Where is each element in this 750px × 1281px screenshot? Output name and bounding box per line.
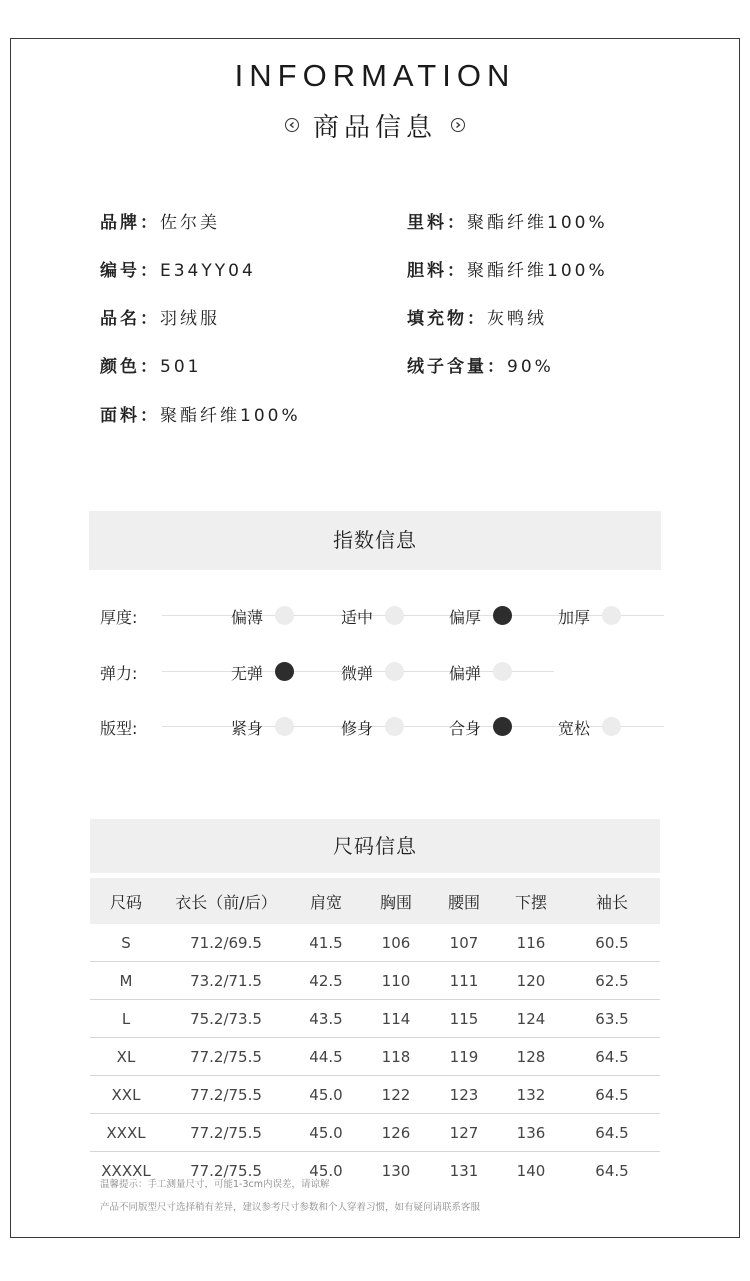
attr-value: E34YY04	[160, 261, 256, 281]
attr-key: 绒子含量：	[407, 357, 507, 377]
attr-lining	[407, 208, 608, 233]
index-dot	[275, 606, 294, 625]
attr-key: 胆料：	[407, 261, 467, 281]
page-subtitle: 商品信息	[312, 112, 437, 143]
index-row-thickness	[0, 601, 750, 631]
index-dot	[493, 662, 512, 681]
table-cell: 131	[449, 1161, 479, 1180]
table-cell: 115	[430, 1000, 498, 1038]
index-dot	[385, 662, 404, 681]
attr-key: 品名：	[100, 309, 160, 329]
attr-value: 聚酯纤维100%	[160, 406, 301, 426]
subtitle-row	[0, 106, 750, 144]
table-cell: 124	[498, 1000, 564, 1038]
index-dot	[385, 606, 404, 625]
attr-value: 灰鸭绒	[487, 309, 547, 329]
attr-value: 羽绒服	[160, 309, 220, 329]
attr-key: 品牌：	[100, 213, 160, 233]
table-cell: 132	[498, 1076, 564, 1114]
table-cell: 62.5	[564, 962, 660, 1000]
index-dot	[602, 606, 621, 625]
table-cell: 136	[498, 1114, 564, 1152]
index-option: 偏厚	[449, 608, 482, 627]
index-row-elasticity	[0, 657, 750, 687]
table-cell: 73.2/71.5	[162, 962, 290, 1000]
attr-key: 填充物：	[407, 309, 487, 329]
index-dot	[602, 717, 621, 736]
index-option: 微弹	[341, 664, 374, 683]
table-row	[90, 1000, 660, 1038]
table-cell: 118	[362, 1038, 430, 1076]
attr-value: 聚酯纤维100%	[467, 261, 608, 281]
table-cell: XXXXL	[101, 1161, 151, 1180]
attr-item-number	[100, 256, 256, 281]
index-dot	[275, 662, 294, 681]
table-cell: XXXL	[90, 1114, 162, 1152]
index-dot	[275, 717, 294, 736]
table-cell: 44.5	[290, 1038, 362, 1076]
index-section-title: 指数信息	[333, 528, 417, 552]
table-cell: 64.5	[595, 1161, 629, 1180]
table-cell: 114	[362, 1000, 430, 1038]
table-cell: L	[90, 1000, 162, 1038]
table-cell: 45.0	[309, 1161, 343, 1180]
index-option: 适中	[341, 608, 374, 627]
table-row	[90, 1076, 660, 1114]
column-header: 下摆	[498, 878, 564, 924]
table-row	[90, 1114, 660, 1152]
table-row	[90, 924, 660, 962]
table-cell: 77.2/75.5	[162, 1076, 290, 1114]
index-option: 宽松	[558, 719, 591, 738]
column-header: 尺码	[90, 878, 162, 924]
attr-value: 90%	[507, 357, 554, 377]
column-header: 胸围	[362, 878, 430, 924]
table-cell: 116	[498, 924, 564, 962]
table-cell: 60.5	[564, 924, 660, 962]
index-dot	[493, 717, 512, 736]
table-cell: M	[90, 962, 162, 1000]
index-label: 弹力:	[100, 664, 138, 683]
table-cell: 77.2/75.5	[190, 1161, 262, 1180]
table-cell: 123	[430, 1076, 498, 1114]
attr-key: 里料：	[407, 213, 467, 233]
index-label: 厚度:	[100, 608, 138, 627]
table-cell: XL	[90, 1038, 162, 1076]
index-label: 版型:	[100, 719, 138, 738]
table-cell: 42.5	[290, 962, 362, 1000]
column-header: 衣长（前/后）	[162, 878, 290, 924]
chevron-right-icon	[451, 118, 465, 132]
table-cell: 130	[381, 1161, 411, 1180]
table-cell: 77.2/75.5	[162, 1038, 290, 1076]
measurement-note: 温馨提示：手工测量尺寸，可能1-3cm内误差，请谅解	[100, 1179, 330, 1190]
table-cell: 45.0	[290, 1114, 362, 1152]
index-option: 合身	[449, 719, 482, 738]
attr-color	[100, 352, 201, 377]
attr-value: 聚酯纤维100%	[467, 213, 608, 233]
index-option: 紧身	[231, 719, 264, 738]
attr-inner-shell	[407, 256, 608, 281]
table-cell: 41.5	[290, 924, 362, 962]
index-option: 加厚	[558, 608, 591, 627]
index-section-header	[89, 511, 661, 570]
attr-key: 颜色：	[100, 357, 160, 377]
table-cell: 126	[362, 1114, 430, 1152]
table-cell: 64.5	[564, 1076, 660, 1114]
table-cell: 43.5	[290, 1000, 362, 1038]
index-dot	[493, 606, 512, 625]
table-cell: 110	[362, 962, 430, 1000]
table-cell: 45.0	[290, 1076, 362, 1114]
table-cell: 64.5	[564, 1114, 660, 1152]
attr-key: 面料：	[100, 406, 160, 426]
index-option: 无弹	[231, 664, 264, 683]
table-cell: 120	[498, 962, 564, 1000]
table-row	[90, 962, 660, 1000]
column-header: 腰围	[430, 878, 498, 924]
attr-value: 佐尔美	[160, 213, 220, 233]
index-dot	[385, 717, 404, 736]
column-header: 肩宽	[290, 878, 362, 924]
table-cell: 75.2/73.5	[162, 1000, 290, 1038]
table-cell: 77.2/75.5	[162, 1114, 290, 1152]
table-cell: XXL	[90, 1076, 162, 1114]
table-cell: 119	[430, 1038, 498, 1076]
attr-key: 编号：	[100, 261, 160, 281]
table-row	[90, 1038, 660, 1076]
table-cell: 127	[430, 1114, 498, 1152]
table-cell: 140	[516, 1161, 546, 1180]
attr-fabric	[100, 401, 301, 426]
table-cell: 64.5	[564, 1038, 660, 1076]
attr-down-content	[407, 352, 554, 377]
attr-value: 501	[160, 357, 202, 377]
table-cell: 128	[498, 1038, 564, 1076]
index-option: 偏弹	[449, 664, 482, 683]
table-cell: 63.5	[564, 1000, 660, 1038]
chevron-left-icon	[285, 118, 299, 132]
size-section-title: 尺码信息	[333, 834, 417, 858]
index-row-fit	[0, 712, 750, 742]
table-cell: 107	[430, 924, 498, 962]
table-cell: 71.2/69.5	[162, 924, 290, 962]
table-cell: 122	[362, 1076, 430, 1114]
page-title: INFORMATION	[234, 58, 516, 93]
size-table-header	[90, 878, 660, 924]
table-cell: S	[90, 924, 162, 962]
attr-filling	[407, 304, 547, 329]
size-section-header	[90, 819, 660, 873]
fit-note: 产品不同版型尺寸选择稍有差异，建议参考尺寸参数和个人穿着习惯，如有疑问请联系客服	[100, 1202, 481, 1213]
attr-product-name	[100, 304, 220, 329]
table-cell: 106	[362, 924, 430, 962]
size-table	[90, 878, 660, 1189]
table-cell: 111	[430, 962, 498, 1000]
index-option: 偏薄	[231, 608, 264, 627]
column-header: 袖长	[564, 878, 660, 924]
index-option: 修身	[341, 719, 374, 738]
attr-brand	[100, 208, 220, 233]
